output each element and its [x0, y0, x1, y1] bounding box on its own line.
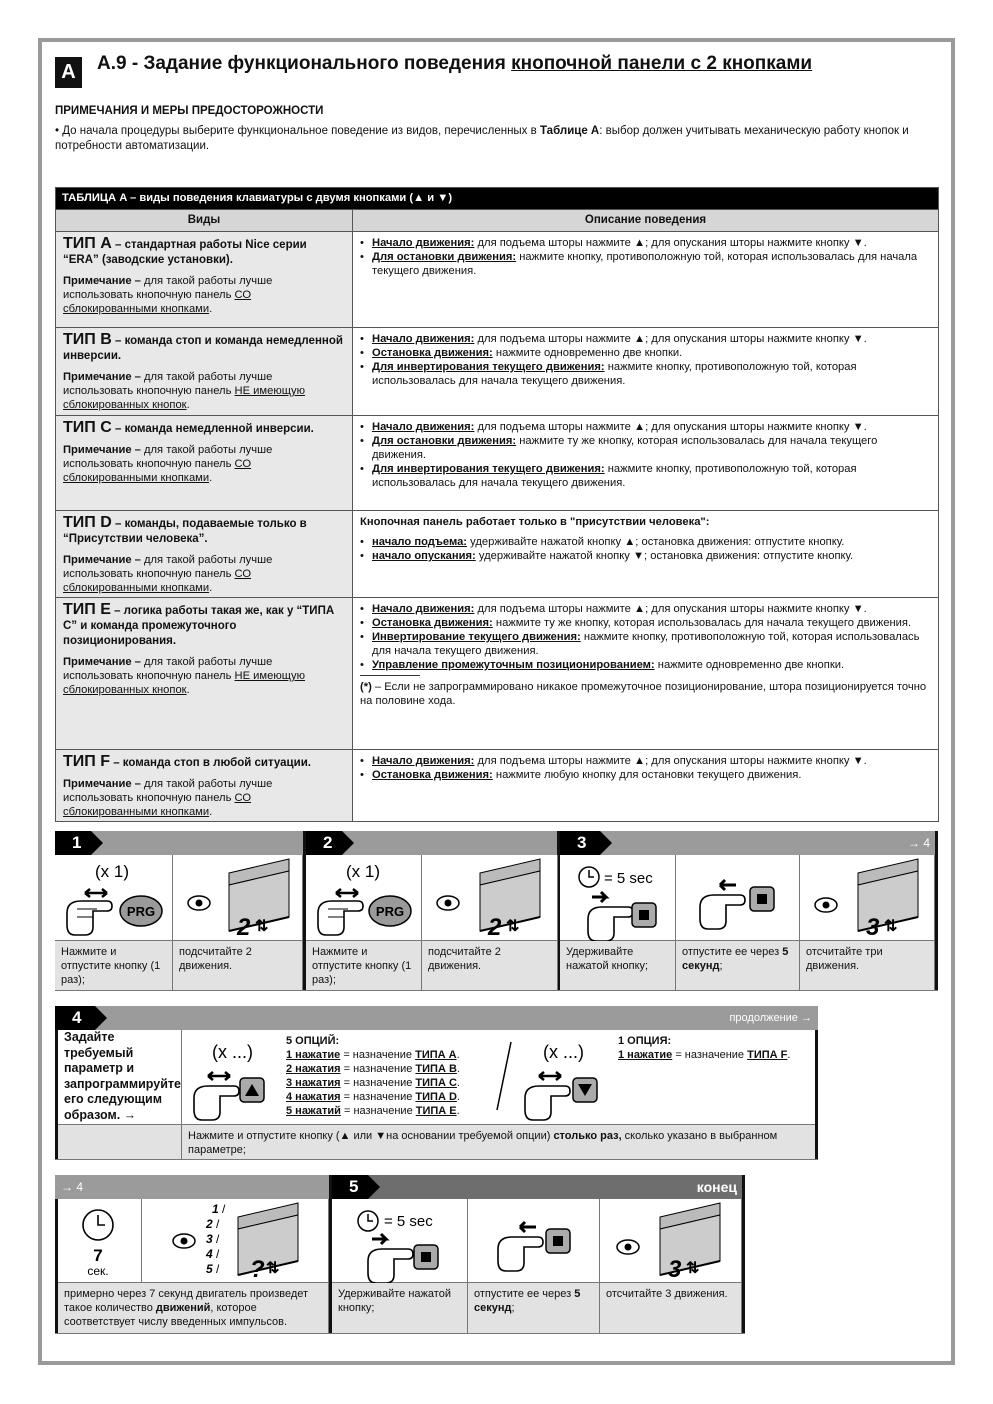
type-c-desc: • Начало движения: для подъема шторы нажмите ▲; для опускания шторы нажмите кнопку ▼. • Для остановки движения: нажмите ту же кнопку, которая использовалась для начала текущего движения. • Для инвертирования текущего движения: нажмите кнопку, противоположную той, которая использовалась для начала текущего движения. — [353, 416, 939, 511]
step-1-count-cell — [173, 855, 303, 941]
press-times: (x ...) — [543, 1042, 584, 1062]
svg-text:4: 4 — [206, 1247, 213, 1261]
blind-illustration — [422, 855, 558, 941]
type-d-cell: ТИП D – команды, подаваемые только в “Присутствии человека”. Примечание – для такой работы лучше использовать кнопочную панель СО сблокированными кнопками. — [56, 511, 353, 598]
section-badge: A — [55, 57, 82, 88]
step-3-goto: → 4 — [907, 836, 930, 850]
step-2-press-cell — [306, 855, 422, 941]
step-1-caption-1: Нажмите и отпустите кнопку (1 раз); — [55, 941, 173, 991]
step-5-back: → 4 — [61, 1180, 84, 1194]
table-row — [56, 511, 939, 598]
hand-icon — [318, 901, 363, 935]
step-1-press-cell — [55, 855, 173, 941]
prg-label: PRG — [375, 904, 405, 919]
svg-text:/: / — [216, 1247, 220, 1261]
table-row — [56, 328, 939, 416]
option-2: 2 нажатия = назначение ТИПА B. — [286, 1063, 460, 1075]
step-2-caption-2: подсчитайте 2 движения. — [422, 941, 558, 991]
svg-text:/: / — [222, 1202, 226, 1216]
svg-text:/: / — [216, 1262, 220, 1276]
blind-illustration — [600, 1199, 742, 1283]
move-count: 3 — [866, 914, 880, 941]
step-5-caption-0: примерно через 7 секунд двигатель произведет такое количество движений, которое соответствует числу введенных импульсов. — [58, 1283, 329, 1334]
hand-icon — [67, 901, 112, 935]
wait-seconds: 7 — [93, 1246, 103, 1265]
type-f-cell: ТИП F – команда стоп в любой ситуации. Примечание – для такой работы лучше использовать кнопочную панель СО сблокированными кнопками. — [56, 750, 353, 822]
notes-text: • До начала процедуры выберите функциональное поведение из видов, перечисленных в Таблице A: выбор должен учитывать механическую работу кнопок и потребности автоматизации. — [55, 125, 909, 152]
step-5-header — [332, 1175, 745, 1199]
option-1: 1 нажатие = назначение ТИПА A. — [286, 1049, 460, 1061]
step-4-caption: Нажмите и отпустите кнопку (▲ или ▼на основании требуемой опции) столько раз, сколько указано в выбранном параметре; — [182, 1124, 815, 1160]
step-3-hold-cell — [560, 855, 676, 941]
arrow-right-icon — [372, 1234, 386, 1244]
step-5-count3-cell — [600, 1199, 742, 1283]
hand-icon — [700, 895, 745, 929]
five-options: 5 ОПЦИЙ: 1 нажатие = назначение ТИПА A. 2 нажатия = назначение ТИПА B. 3 нажатия = назначение ТИПА C. 4 нажатия = назначение ТИПА D. 5 нажатий = назначение ТИПА E. — [286, 1035, 460, 1117]
step-4-instruction: Задайте требуемый параметр и запрограммируйте его следующим образом. → — [58, 1030, 182, 1124]
type-f-desc: • Начало движения: для подъема шторы нажмите ▲; для опускания шторы нажмите кнопку ▼. • Остановка движения: нажмите любую кнопку для остановки текущего движения. — [353, 750, 939, 822]
press-times: (x ...) — [212, 1042, 253, 1062]
step-3-count-cell — [800, 855, 935, 941]
step-5-end: конец — [696, 1179, 737, 1195]
hold-duration: = 5 sec — [604, 870, 653, 887]
step-4-header — [55, 1006, 818, 1030]
step-1-caption-2: подсчитайте 2 движения. — [173, 941, 303, 991]
step-2-number: 2 — [306, 831, 342, 855]
arrow-left-icon — [720, 880, 736, 890]
step-5-wait-cell — [58, 1199, 142, 1283]
type-b-cell: ТИП B – команда стоп и команда немедленной инверсии. Примечание – для такой работы лучше использовать кнопочную панель НЕ имеющую сблокированных кнопок. — [56, 328, 353, 416]
page-title-underlined: кнопочной панели с 2 кнопками — [511, 53, 813, 74]
type-a-desc: • Начало движения: для подъема шторы нажмите ▲; для опускания шторы нажмите кнопку ▼. • Для остановки движения: нажмите кнопку, противоположную той, которая использовалась для начала текущего движения. — [353, 232, 939, 328]
clock-icon — [83, 1210, 113, 1240]
svg-text:⇅: ⇅ — [884, 918, 898, 935]
eye-icon — [617, 1240, 639, 1254]
move-count: 2 — [237, 914, 251, 941]
type-a-cell: ТИП A – стандартная работы Nice серии “ERA” (заводские установки). Примечание – для такой работы лучше использовать кнопочную панель СО сблокированными кнопками. — [56, 232, 353, 328]
eye-icon — [188, 896, 210, 910]
col-header-types: Виды — [56, 210, 353, 232]
unknown-count: ? — [250, 1256, 265, 1283]
step-5-hold-cell — [332, 1199, 468, 1283]
step-5-release-cell — [468, 1199, 600, 1283]
blind-illustration — [142, 1199, 329, 1283]
table-caption: ТАБЛИЦА A – виды поведения клавиатуры с двумя кнопками (▲ и ▼) — [56, 188, 939, 210]
step-2-caption-1: Нажмите и отпустите кнопку (1 раз); — [306, 941, 422, 991]
table-row — [56, 598, 939, 750]
step-4-continue: продолжение → — [729, 1012, 812, 1024]
clock-icon — [579, 867, 599, 887]
option-5: 5 нажатий = назначение ТИПА E. — [286, 1105, 460, 1117]
step-3-release-cell — [676, 855, 800, 941]
blind-illustration — [173, 855, 303, 941]
step-1-header — [55, 831, 304, 855]
step-3-caption-1: Удерживайте нажатой кнопку; — [560, 941, 676, 991]
prg-label: PRG — [126, 904, 156, 919]
clock-icon — [358, 1211, 378, 1231]
svg-text:1: 1 — [212, 1202, 219, 1216]
type-e-desc: • Начало движения: для подъема шторы нажмите ▲; для опускания шторы нажмите кнопку ▼. • Остановка движения: нажмите ту же кнопку, которая использовалась для начала текущего движения. • Инвертирование текущего движения: нажмите кнопку, противоположную той, которая использовалась для начала текущего движения. • Управление промежуточным позиционированием: нажмите одновременно две кнопки. (*) – Если не запрограммировано никакое промежуточное позиционирование, штора позиционируется точно на половине хода. — [353, 598, 939, 750]
svg-text:2: 2 — [206, 1217, 213, 1231]
svg-text:⇅: ⇅ — [686, 1260, 700, 1277]
eye-icon — [173, 1234, 195, 1248]
hand-icon — [498, 1237, 543, 1271]
double-arrow-icon — [539, 1072, 561, 1080]
svg-text:3: 3 — [206, 1232, 213, 1246]
step-1-press-count: (x 1) — [95, 862, 129, 881]
prg-button-illustration — [55, 855, 173, 941]
step-5-number: 5 — [332, 1175, 368, 1199]
eye-icon — [437, 896, 459, 910]
svg-text:5: 5 — [206, 1262, 213, 1276]
step-3-caption-3: отсчитайте три движения. — [800, 941, 935, 991]
arrow-right-icon — [592, 892, 606, 902]
step-4-number: 4 — [55, 1006, 95, 1030]
behaviour-table — [55, 187, 939, 822]
step-3-caption-2: отпустите ее через 5 секунд; — [676, 941, 800, 991]
wait-unit: сек. — [87, 1264, 109, 1278]
svg-text:⇅: ⇅ — [506, 918, 520, 935]
step-5-caption-3: отсчитайте 3 движения. — [600, 1283, 742, 1334]
step-4-options — [182, 1030, 815, 1124]
option-3: 3 нажатия = назначение ТИПА C. — [286, 1077, 460, 1089]
step-2-header — [306, 831, 558, 855]
hold-duration: = 5 sec — [384, 1213, 433, 1230]
option-4: 4 нажатия = назначение ТИПА D. — [286, 1091, 460, 1103]
step-2-count-cell — [422, 855, 558, 941]
hand-icon — [588, 907, 633, 941]
double-arrow-icon — [336, 889, 358, 897]
step-5-caption-1: Удерживайте нажатой кнопку; — [332, 1283, 468, 1334]
step-5-count-cell — [142, 1199, 329, 1283]
svg-text:⇅: ⇅ — [266, 1260, 280, 1277]
eye-icon — [815, 898, 837, 912]
step-2-press-count: (x 1) — [346, 862, 380, 881]
move-count: 2 — [488, 914, 502, 941]
double-arrow-icon — [85, 889, 107, 897]
step-5-back-header — [55, 1175, 330, 1199]
table-row — [56, 232, 939, 328]
col-header-desc: Описание поведения — [353, 210, 939, 232]
svg-text:/: / — [216, 1217, 220, 1231]
hand-icon — [368, 1249, 413, 1283]
divider-slash — [497, 1042, 511, 1110]
type-d-desc: Кнопочная панель работает только в "присутствии человека": • начало подъема: удерживайте нажатой кнопку ▲; остановка движения: отпустите кнопку. • начало опускания: удерживайте нажатой кнопку ▼; остановка движения: отпустите кнопку. — [353, 511, 939, 598]
step-5-caption-2: отпустите ее через 5 секунд; — [468, 1283, 600, 1334]
prg-button-illustration — [306, 855, 422, 941]
double-arrow-icon — [208, 1072, 230, 1080]
page-title — [97, 52, 812, 76]
svg-text:⇅: ⇅ — [255, 918, 269, 935]
blind-illustration — [800, 855, 935, 941]
hand-icon — [525, 1086, 570, 1120]
hand-icon — [194, 1086, 239, 1120]
table-row — [56, 416, 939, 511]
svg-text:/: / — [216, 1232, 220, 1246]
page-title-text: A.9 - Задание функционального поведения — [97, 53, 512, 74]
table-row — [56, 750, 939, 822]
one-option: 1 ОПЦИЯ: 1 нажатие = назначение ТИПА F. — [618, 1035, 791, 1061]
type-b-desc: • Начало движения: для подъема шторы нажмите ▲; для опускания шторы нажмите кнопку ▼. • Остановка движения: нажмите одновременно две кнопки. • Для инвертирования текущего движения: нажмите кнопку, противоположную той, которая использовалась для начала текущего движения. — [353, 328, 939, 416]
step-1-number: 1 — [55, 831, 91, 855]
step-3-header — [560, 831, 938, 855]
type-e-cell: ТИП E – логика работы такая же, как у “ТИПА C” и команда промежуточного позиционирования. Примечание – для такой работы лучше использовать кнопочную панель НЕ имеющую сблокированных кнопок. — [56, 598, 353, 750]
arrow-left-icon — [520, 1222, 536, 1232]
type-c-cell: ТИП C – команда немедленной инверсии. Примечание – для такой работы лучше использовать кнопочную панель СО сблокированными кнопками. — [56, 416, 353, 511]
notes-heading: ПРИМЕЧАНИЯ И МЕРЫ ПРЕДОСТОРОЖНОСТИ — [55, 105, 324, 117]
move-count: 3 — [668, 1256, 682, 1283]
step-3-number: 3 — [560, 831, 600, 855]
